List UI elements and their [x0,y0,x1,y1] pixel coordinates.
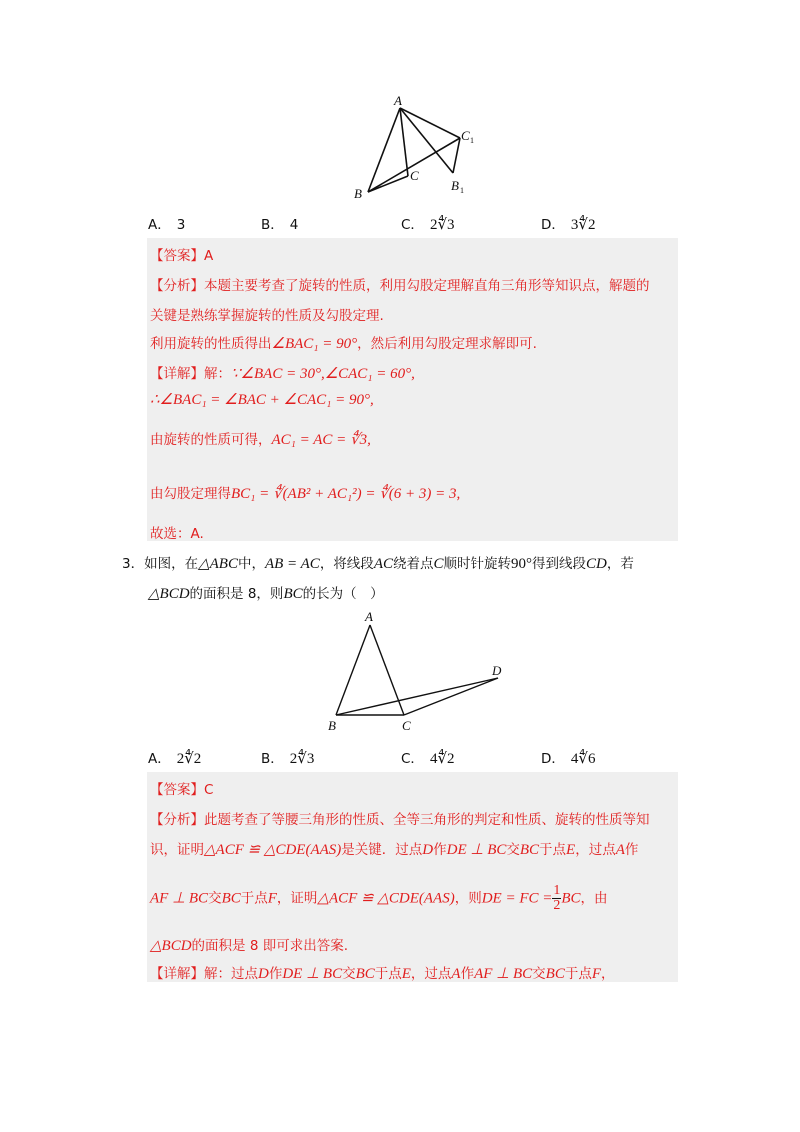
choice-value: 2∜3 [289,751,315,767]
analysis-line-3: AF ⊥ BC交BC于点F，证明△ACF ≌ △CDE(AAS)，则DE = FC = $\frac{1}{2}$ BC，由 [150,883,608,913]
choice-value: 4∜2 [429,751,455,767]
q2-choice-d[interactable]: D． 3∜2 [541,217,596,233]
choice-value: 4 [289,217,299,233]
rotation-figure-1 [350,90,490,205]
label-A: A [365,609,373,624]
analysis-line-1: 【分析】此题考查了等腰三角形的性质、全等三角形的判定和性质、旋转的性质等知 [150,812,650,828]
analysis-line-2: 关键是熟练掌握旋转的性质及勾股定理. [150,308,384,324]
q2-answer-panel [147,238,678,541]
q3-choice-a[interactable]: A． 2∜2 [148,751,202,767]
q3-choice-b[interactable]: B． 2∜3 [261,751,315,767]
choice-value: 4∜6 [570,751,596,767]
detail-line-3: 由旋转的性质可得，AC₁ = AC = ∜3, [150,432,371,448]
q3-stem-line-2: △BCD的面积是 8，则BC的长为（ ） [148,586,384,602]
label-B: B [328,718,336,733]
q2-choice-c[interactable]: C． 2∜3 [401,217,455,233]
label-C1-sub: 1 [470,136,474,145]
detail-line-1: 【详解】解：∵∠BAC = 30°,∠CAC₁ = 60°, [150,366,415,382]
choice-value: 3 [176,217,186,233]
q3-choice-d[interactable]: D． 4∜6 [541,751,596,767]
q3-choices [148,747,668,771]
q2-choice-b[interactable]: B． 4 [261,217,299,233]
detail-line-1: 【详解】解：过点D作DE ⊥ BC交BC于点E，过点A作AF ⊥ BC交BC于点F， [150,966,615,982]
label-B1: B [451,178,459,193]
label-C: C [402,718,411,733]
analysis-line-3: 利用旋转的性质得出∠BAC₁ = 90°，然后利用勾股定理求解即可. [150,336,537,352]
label-C1: C [461,128,470,143]
q3-stem-line-1: 3．如图，在△ABC中，AB = AC，将线段AC绕着点C顺时针旋转90°得到线段CD，若 [122,556,634,572]
choice-value: 2∜3 [429,217,455,233]
label-C: C [410,168,419,183]
rotation-figure-2 [320,605,520,740]
fraction-one-half: $\frac{1}{2}$ [553,883,561,913]
analysis-line-2: 识，证明△ACF ≌ △CDE(AAS)是关键．过点D作DE ⊥ BC交BC于点E，过点A作 [150,842,639,858]
answer-line: 【答案】C [150,782,214,798]
q2-choices [148,213,668,237]
label-B: B [354,186,362,201]
q3-choice-c[interactable]: C． 4∜2 [401,751,455,767]
choice-value: 2∜2 [176,751,202,767]
answer-line: 【答案】A [150,248,214,264]
detail-line-5: 故选：A. [150,526,204,542]
detail-line-4: 由勾股定理得BC₁ = ∜(AB² + AC₁²) = ∜(6 + 3) = 3, [150,486,461,502]
q3-answer-panel [147,772,678,982]
choice-value: 3∜2 [570,217,596,233]
analysis-line-1: 【分析】本题主要考查了旋转的性质，利用勾股定理解直角三角形等知识点，解题的 [150,278,650,294]
q2-choice-a[interactable]: A． 3 [148,217,186,233]
detail-line-2: ∴∠BAC₁ = ∠BAC + ∠CAC₁ = 90°, [150,392,374,408]
label-A: A [394,93,402,108]
analysis-line-4: △BCD的面积是 8 即可求出答案. [150,938,349,954]
label-B1-sub: 1 [460,186,464,195]
label-D: D [492,663,502,678]
